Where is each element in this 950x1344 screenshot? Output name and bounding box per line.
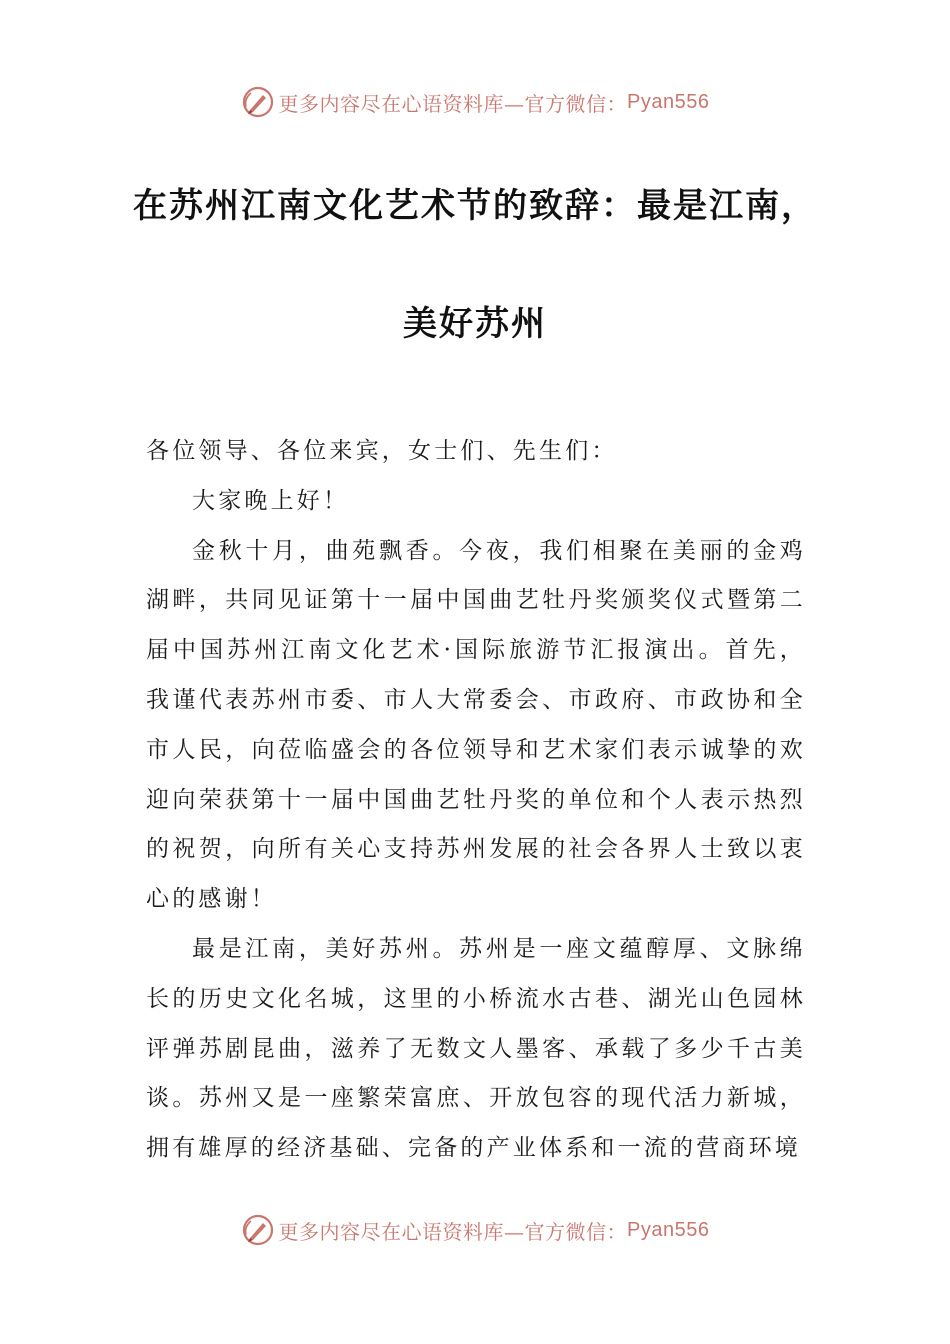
watermark-text: 更多内容尽在心语资料库—官方微信： <box>278 91 628 116</box>
watermark-wechat-id: Pyan556 <box>627 90 710 113</box>
document-title-line-2: 美好苏州 <box>403 304 547 344</box>
document-body <box>146 427 806 1174</box>
watermark-banner-top <box>0 82 950 122</box>
pen-logo-icon <box>241 85 275 119</box>
salutation: 各位领导、各位来宾，女士们、先生们： <box>146 438 618 464</box>
paragraph-suzhou: 最是江南，美好苏州。苏州是一座文蕴醇厚、文脉绵长的历史文化名城，这里的小桥流水古巷、湖光山色园林评弹苏剧昆曲，滋养了无数文人墨客、承载了多少千古美谈。苏州又是一座繁荣富庶、开放包容的现代活力新城，拥有雄厚的经济基础、完备的产业体系和一流的营商环境 <box>146 935 806 1162</box>
document-title-line-1: 在苏州江南文化艺术节的致辞：最是江南， <box>133 186 817 226</box>
paragraph-opening: 金秋十月，曲苑飘香。今夜，我们相聚在美丽的金鸡湖畔，共同见证第十一届中国曲艺牡丹奖颁奖仪式暨第二届中国苏州江南文化艺术·国际旅游节汇报演出。首先，我谨代表苏州市委、市人大常委会、市政府、市政协和全市人民，向莅临盛会的各位领导和艺术家们表示诚挚的欢迎向荣获第十一届中国曲艺牡丹奖的单位和个人表示热烈的祝贺，向所有关心支持苏州发展的社会各界人士致以衷心的感谢！ <box>146 537 806 913</box>
pen-logo-icon <box>241 1213 275 1247</box>
watermark-wechat-id: Pyan556 <box>627 1218 710 1241</box>
greeting: 大家晚上好！ <box>192 487 350 514</box>
watermark-text: 更多内容尽在心语资料库—官方微信： <box>278 1219 628 1244</box>
watermark-banner-bottom <box>0 1210 950 1250</box>
